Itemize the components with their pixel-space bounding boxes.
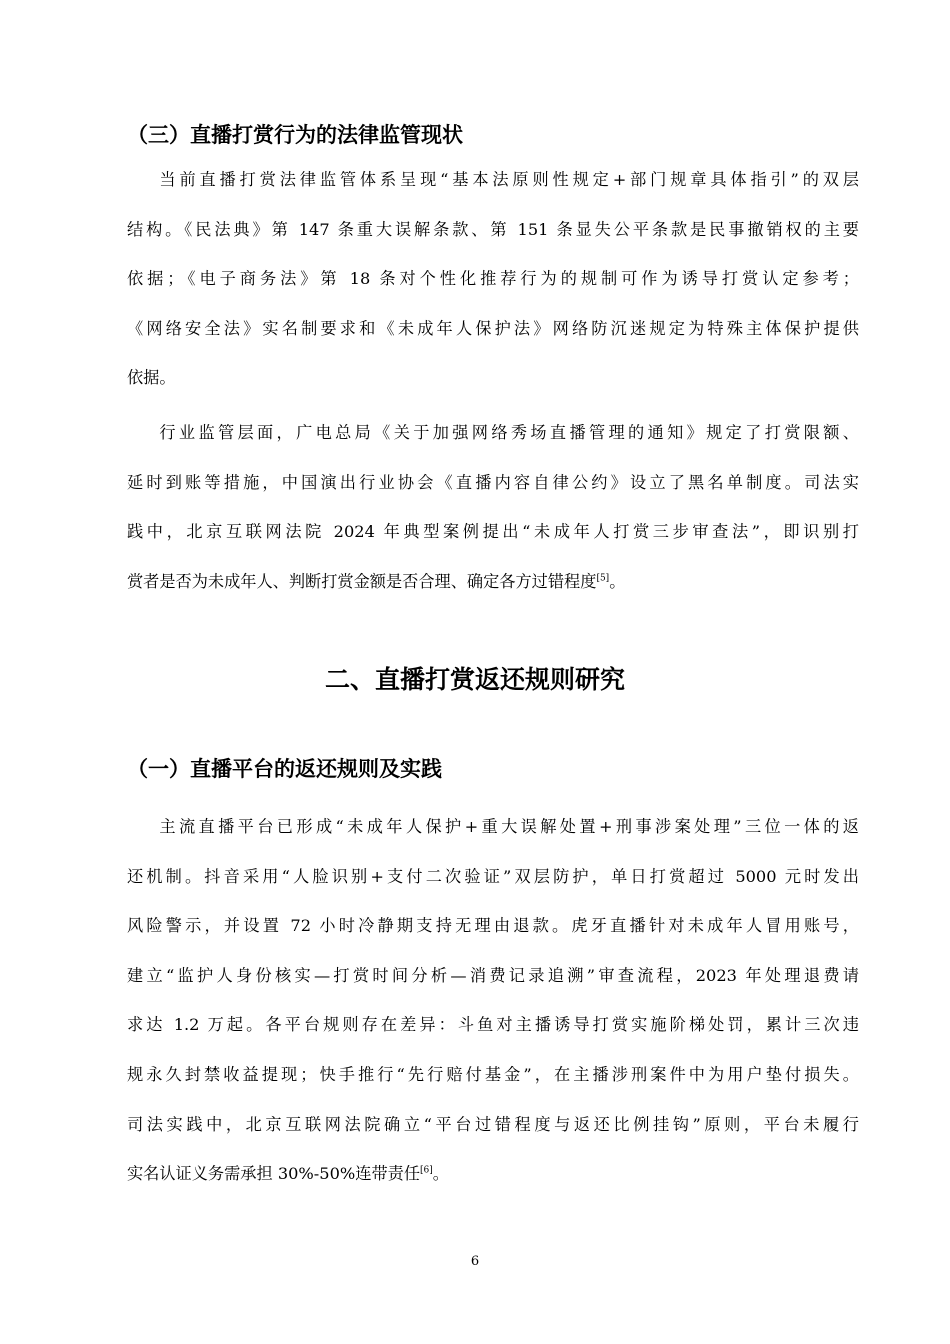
text-line: 主流直播平台已形成“未成年人保护+重大误解处置+刑事涉案处理”三位一体的返 bbox=[159, 817, 859, 836]
text-line: 规永久封禁收益提现；快手推行“先行赔付基金”，在主播涉刑案件中为用户垫付损失。 bbox=[127, 1064, 859, 1084]
text-line bbox=[127, 557, 859, 607]
text-line: 践中，北京互联网法院 2024 年典型案例提出“未成年人打赏三步审查法”，即识别打 bbox=[127, 522, 859, 542]
text-segment: 实名认证义务需承担 30%-50%连带责任 bbox=[127, 1164, 421, 1184]
text-line: 依据。 bbox=[127, 368, 176, 388]
text-line: 建立“监护人身份核实—打赏时间分析—消费记录追溯”审查流程，2023 年处理退费请 bbox=[127, 965, 859, 985]
text-line: 求达 1.2 万起。各平台规则存在差异：斗鱼对主播诱导打赏实施阶梯处罚，累计三次违 bbox=[127, 1015, 859, 1035]
text-segment: 。 bbox=[609, 571, 626, 591]
paragraph-platform-rules bbox=[127, 802, 859, 1199]
paragraph-regulation-structure bbox=[127, 155, 859, 403]
text-line: 结构。《民法典》第 147 条重大误解条款、第 151 条显失公平条款是民事撤销权的主要 bbox=[127, 219, 859, 239]
page-number: 6 bbox=[470, 1254, 480, 1269]
chapter-heading: 二、直播打赏返还规则研究 bbox=[324, 665, 625, 694]
text-line: 还机制。抖音采用“人脸识别+支付二次验证”双层防护，单日打赏超过 5000 元时发出 bbox=[127, 866, 859, 886]
citation-ref: [5] bbox=[596, 573, 610, 584]
section-heading-1: （一）直播平台的返还规则及实践 bbox=[127, 757, 442, 781]
text-line: 延时到账等措施，中国演出行业协会《直播内容自律公约》设立了黑名单制度。司法实 bbox=[127, 472, 859, 492]
paragraph-industry-regulation bbox=[127, 408, 859, 606]
section-heading-3: （三）直播打赏行为的法律监管现状 bbox=[127, 123, 463, 147]
text-line: 当前直播打赏法律监管体系呈现“基本法原则性规定+部门规章具体指引”的双层 bbox=[159, 170, 859, 189]
text-line bbox=[127, 1149, 859, 1199]
text-line: 《网络安全法》实名制要求和《未成年人保护法》网络防沉迷规定为特殊主体保护提供 bbox=[127, 318, 859, 338]
text-line: 司法实践中，北京互联网法院确立“平台过错程度与返还比例挂钩”原则，平台未履行 bbox=[127, 1114, 859, 1134]
text-segment: 。 bbox=[432, 1164, 449, 1184]
text-line: 风险警示，并设置 72 小时冷静期支持无理由退款。虎牙直播针对未成年人冒用账号， bbox=[127, 916, 859, 936]
text-line: 依据；《电子商务法》第 18 条对个性化推荐行为的规制可作为诱导打赏认定参考； bbox=[127, 269, 859, 289]
text-line: 行业监管层面，广电总局《关于加强网络秀场直播管理的通知》规定了打赏限额、 bbox=[159, 423, 859, 442]
citation-ref: [6] bbox=[420, 1165, 433, 1176]
text-segment: 赏者是否为未成年人、判断打赏金额是否合理、确定各方过错程度 bbox=[127, 571, 597, 591]
